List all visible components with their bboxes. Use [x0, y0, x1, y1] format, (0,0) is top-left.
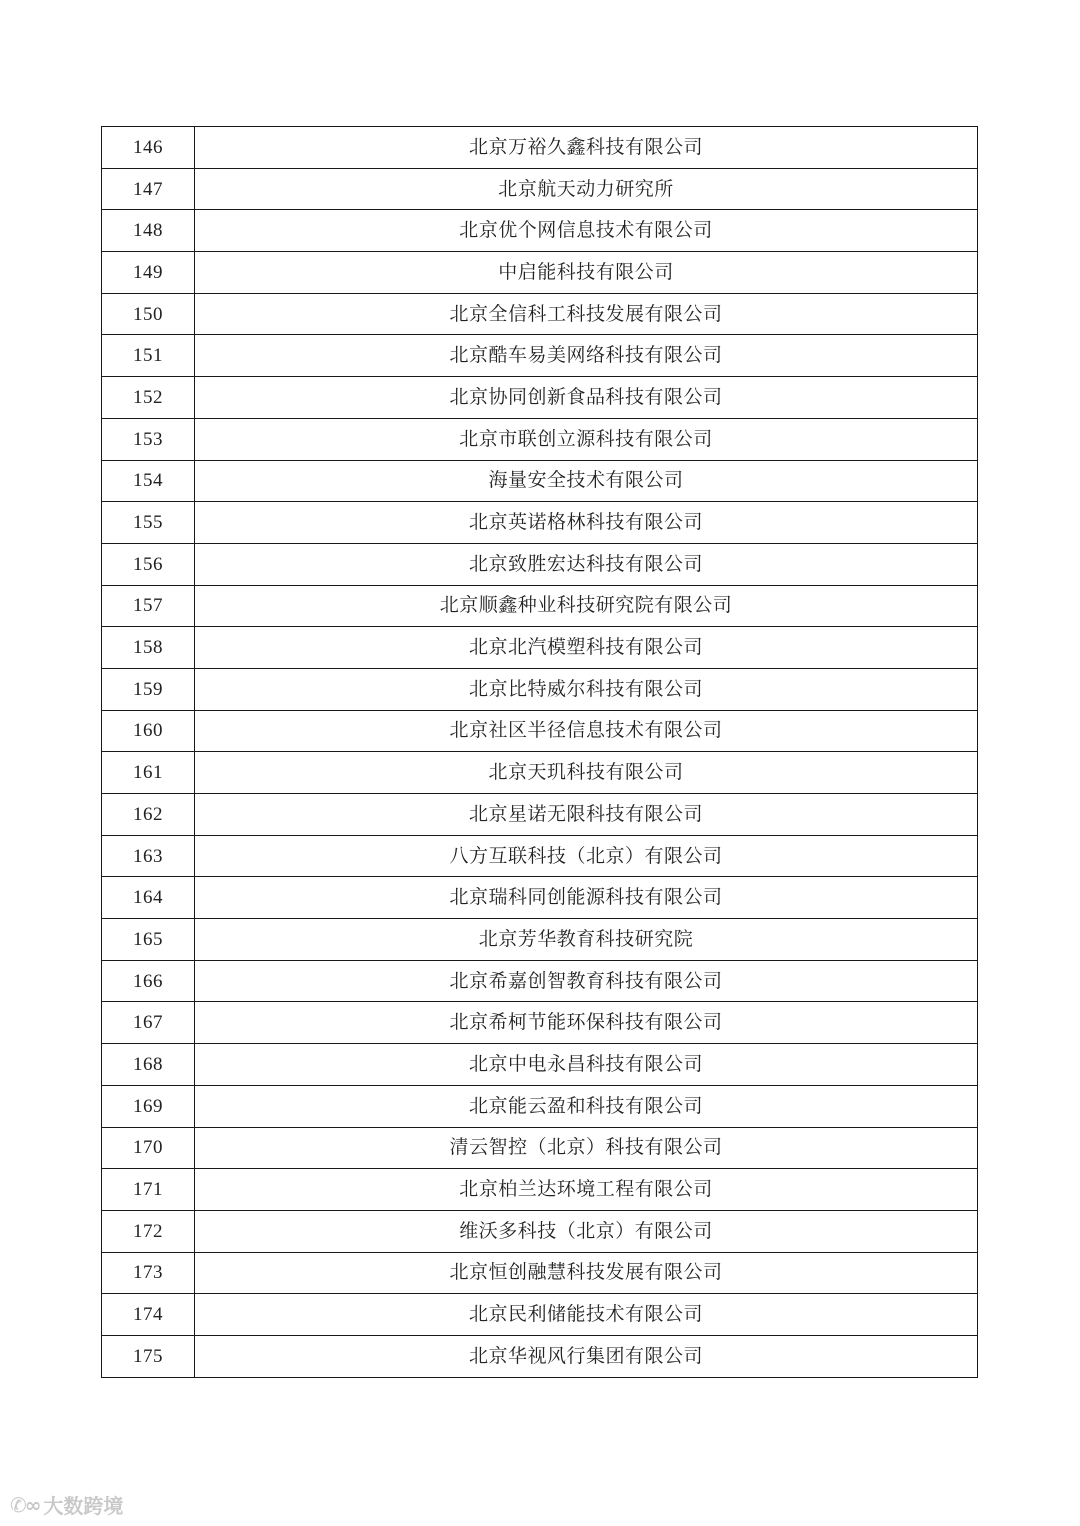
table-row — [102, 502, 978, 544]
company-name-cell: 北京英诺格林科技有限公司 — [195, 502, 978, 544]
row-number-cell: 153 — [102, 418, 195, 460]
table-body — [102, 127, 978, 1378]
table-row — [102, 1169, 978, 1211]
row-number-cell: 157 — [102, 585, 195, 627]
company-name-cell: 北京北汽模塑科技有限公司 — [195, 627, 978, 669]
row-number-cell: 156 — [102, 543, 195, 585]
row-number-cell: 162 — [102, 794, 195, 836]
company-name-cell: 北京协同创新食品科技有限公司 — [195, 377, 978, 419]
company-name-cell: 维沃多科技（北京）有限公司 — [195, 1210, 978, 1252]
company-name-cell: 北京星诺无限科技有限公司 — [195, 794, 978, 836]
company-name-cell: 北京天玑科技有限公司 — [195, 752, 978, 794]
row-number-cell: 164 — [102, 877, 195, 919]
company-list-table-wrapper — [101, 126, 977, 1378]
row-number-cell: 147 — [102, 168, 195, 210]
company-name-cell: 海量安全技术有限公司 — [195, 460, 978, 502]
row-number-cell: 168 — [102, 1044, 195, 1086]
row-number-cell: 160 — [102, 710, 195, 752]
company-name-cell: 北京全信科工科技发展有限公司 — [195, 293, 978, 335]
table-row — [102, 1252, 978, 1294]
row-number-cell: 166 — [102, 960, 195, 1002]
table-row — [102, 627, 978, 669]
company-name-cell: 中启能科技有限公司 — [195, 252, 978, 294]
table-row — [102, 1085, 978, 1127]
table-row — [102, 377, 978, 419]
row-number-cell: 148 — [102, 210, 195, 252]
company-name-cell: 北京民利储能技术有限公司 — [195, 1294, 978, 1336]
company-name-cell: 北京能云盈和科技有限公司 — [195, 1085, 978, 1127]
company-name-cell: 北京顺鑫种业科技研究院有限公司 — [195, 585, 978, 627]
company-name-cell: 北京酷车易美网络科技有限公司 — [195, 335, 978, 377]
company-name-cell: 北京恒创融慧科技发展有限公司 — [195, 1252, 978, 1294]
table-row — [102, 335, 978, 377]
watermark-text: 大数跨境 — [43, 1494, 124, 1518]
row-number-cell: 151 — [102, 335, 195, 377]
company-name-cell: 北京柏兰达环境工程有限公司 — [195, 1169, 978, 1211]
row-number-cell: 175 — [102, 1335, 195, 1377]
company-name-cell: 北京万裕久鑫科技有限公司 — [195, 127, 978, 169]
row-number-cell: 173 — [102, 1252, 195, 1294]
table-row — [102, 168, 978, 210]
table-row — [102, 794, 978, 836]
company-name-cell: 北京瑞科同创能源科技有限公司 — [195, 877, 978, 919]
table-row — [102, 293, 978, 335]
company-name-cell: 北京航天动力研究所 — [195, 168, 978, 210]
row-number-cell: 154 — [102, 460, 195, 502]
row-number-cell: 146 — [102, 127, 195, 169]
company-name-cell: 清云智控（北京）科技有限公司 — [195, 1127, 978, 1169]
company-name-cell: 北京芳华教育科技研究院 — [195, 919, 978, 961]
row-number-cell: 174 — [102, 1294, 195, 1336]
row-number-cell: 158 — [102, 627, 195, 669]
company-name-cell: 北京市联创立源科技有限公司 — [195, 418, 978, 460]
company-name-cell: 北京社区半径信息技术有限公司 — [195, 710, 978, 752]
table-row — [102, 543, 978, 585]
company-name-cell: 北京中电永昌科技有限公司 — [195, 1044, 978, 1086]
row-number-cell: 149 — [102, 252, 195, 294]
company-name-cell: 北京优个网信息技术有限公司 — [195, 210, 978, 252]
table-row — [102, 460, 978, 502]
company-list-table — [101, 126, 978, 1378]
table-row — [102, 210, 978, 252]
table-row — [102, 418, 978, 460]
table-row — [102, 585, 978, 627]
table-row — [102, 877, 978, 919]
table-row — [102, 1335, 978, 1377]
row-number-cell: 161 — [102, 752, 195, 794]
company-name-cell: 北京希嘉创智教育科技有限公司 — [195, 960, 978, 1002]
row-number-cell: 152 — [102, 377, 195, 419]
table-row — [102, 1002, 978, 1044]
table-row — [102, 960, 978, 1002]
company-name-cell: 北京华视风行集团有限公司 — [195, 1335, 978, 1377]
company-name-cell: 八方互联科技（北京）有限公司 — [195, 835, 978, 877]
row-number-cell: 167 — [102, 1002, 195, 1044]
table-row — [102, 252, 978, 294]
watermark — [10, 1490, 123, 1519]
row-number-cell: 172 — [102, 1210, 195, 1252]
row-number-cell: 155 — [102, 502, 195, 544]
table-row — [102, 752, 978, 794]
row-number-cell: 170 — [102, 1127, 195, 1169]
row-number-cell: 171 — [102, 1169, 195, 1211]
table-row — [102, 1127, 978, 1169]
table-row — [102, 1044, 978, 1086]
table-row — [102, 1210, 978, 1252]
watermark-logo-icon: ✆∞ — [10, 1492, 40, 1517]
row-number-cell: 165 — [102, 919, 195, 961]
row-number-cell: 169 — [102, 1085, 195, 1127]
row-number-cell: 159 — [102, 668, 195, 710]
table-row — [102, 710, 978, 752]
company-name-cell: 北京致胜宏达科技有限公司 — [195, 543, 978, 585]
company-name-cell: 北京比特威尔科技有限公司 — [195, 668, 978, 710]
table-row — [102, 919, 978, 961]
table-row — [102, 127, 978, 169]
company-name-cell: 北京希柯节能环保科技有限公司 — [195, 1002, 978, 1044]
row-number-cell: 163 — [102, 835, 195, 877]
row-number-cell: 150 — [102, 293, 195, 335]
table-row — [102, 835, 978, 877]
table-row — [102, 668, 978, 710]
table-row — [102, 1294, 978, 1336]
